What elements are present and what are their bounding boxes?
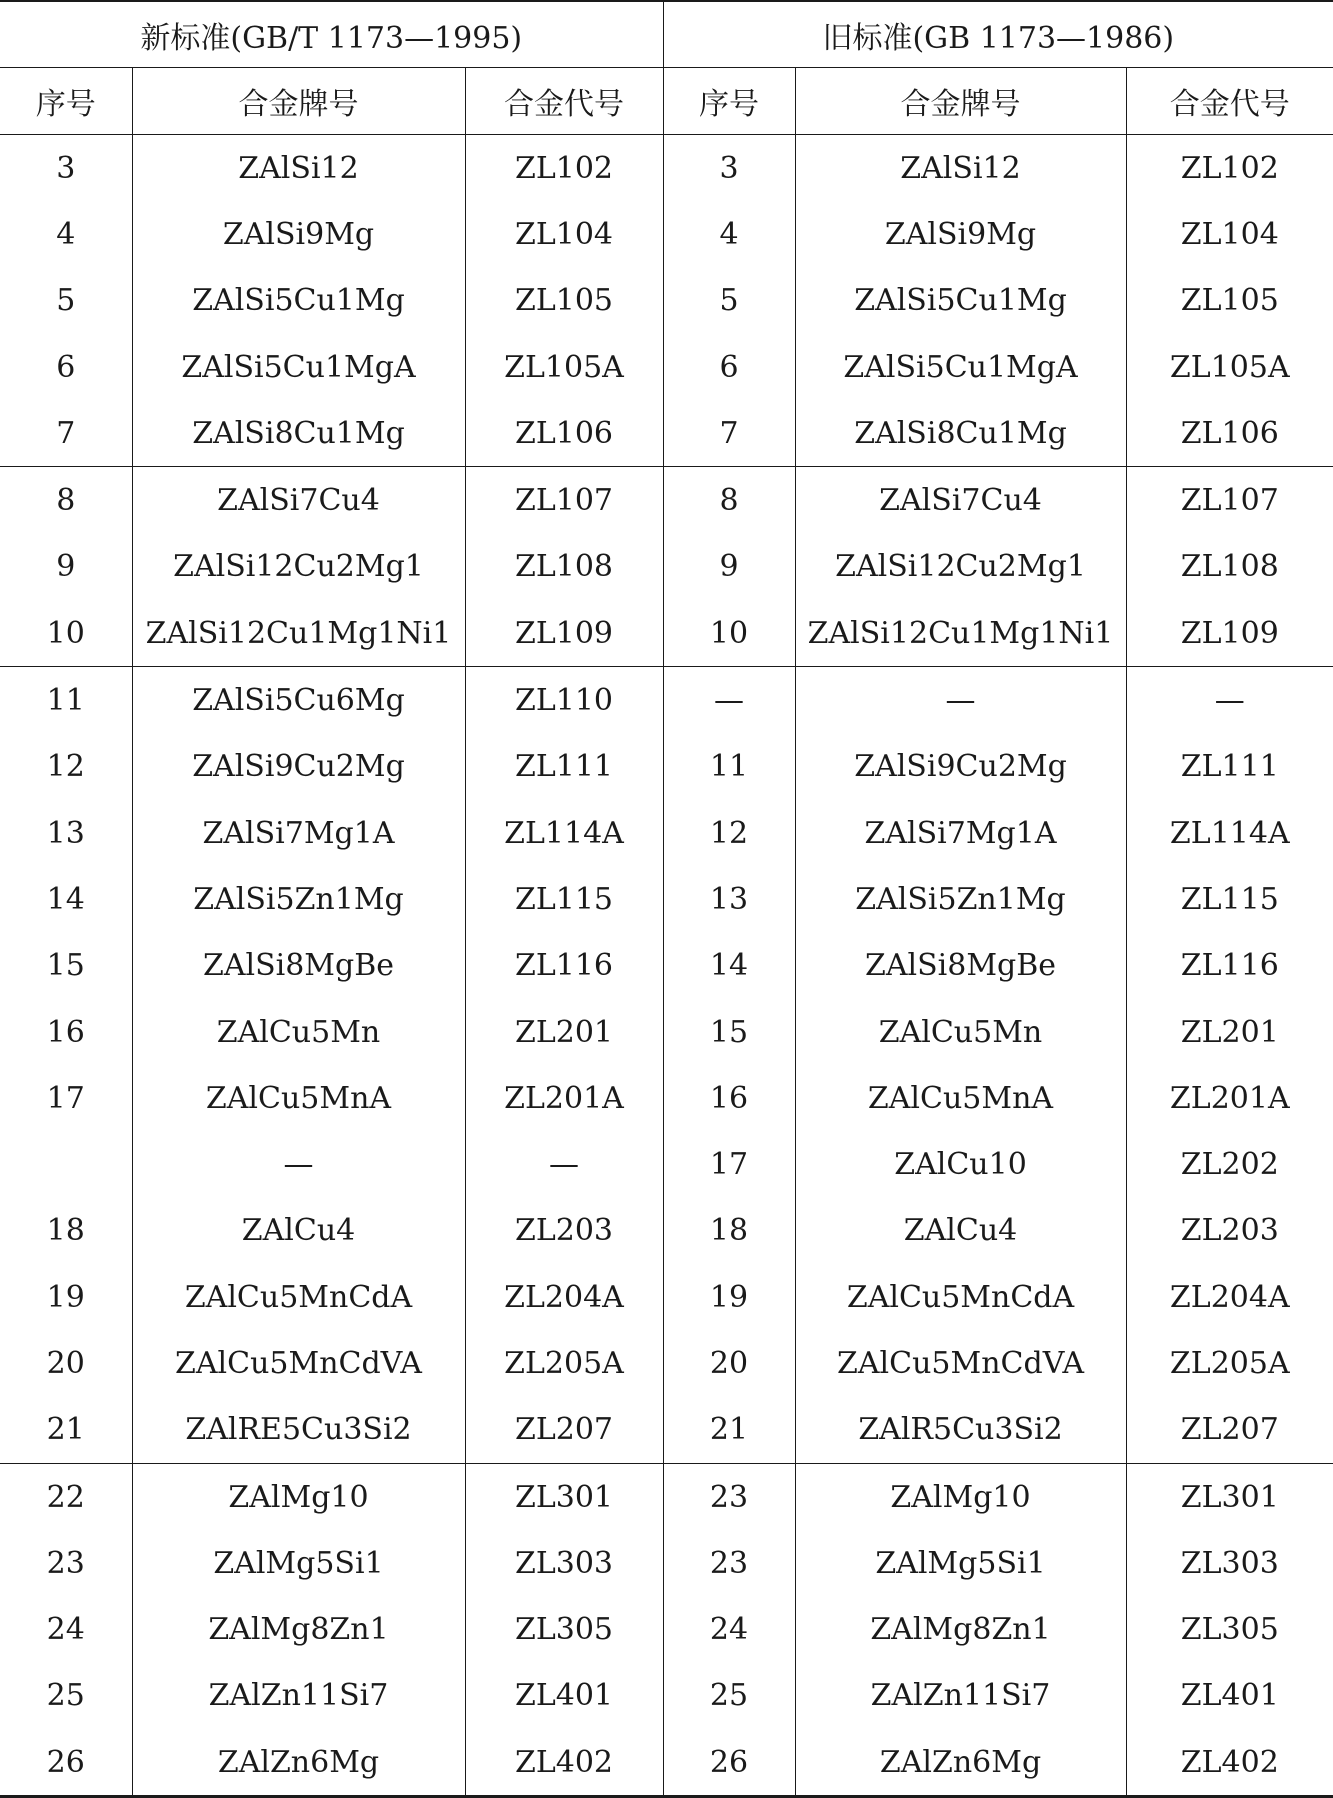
new-grade-cell: ZAlSi12Cu1Mg1Ni1 [132,600,465,667]
new-code-cell: ZL207 [465,1397,663,1464]
old-code-cell: ZL205A [1126,1330,1333,1396]
new-no-cell: 12 [46,749,85,785]
old-no-cell: 15 [663,999,795,1065]
table-body [0,135,1333,1797]
old-no-cell: 9 [663,534,795,600]
table-row [0,1530,1333,1596]
new-grade-cell: ZAlMg8Zn1 [132,1597,465,1663]
old-code-cell: ZL105 [1126,268,1333,334]
old-grade-cell: ZAlSi12Cu2Mg1 [795,534,1126,600]
old-code-cell: ZL115 [1126,866,1333,932]
new-code-cell: ZL402 [465,1729,663,1797]
new-grade-cell: ZAlSi8MgBe [132,933,465,999]
old-no-cell: 7 [663,400,795,467]
new-no-cell: 20 [46,1345,85,1381]
table-row [0,734,1333,800]
table-row [0,1330,1333,1396]
new-grade-cell: ZAlMg5Si1 [132,1530,465,1596]
new-code-cell: ZL105 [465,268,663,334]
new-standard-header: 新标准(GB/T 1173—1995) [0,1,663,68]
old-no-cell: 19 [663,1264,795,1330]
old-grade-cell: — [795,667,1126,734]
old-grade-cell: ZAlMg5Si1 [795,1530,1126,1596]
table-row [0,334,1333,400]
old-no-cell: 23 [663,1530,795,1596]
old-code-cell: ZL401 [1126,1663,1333,1729]
old-code-cell: ZL104 [1126,201,1333,267]
new-code-cell: ZL105A [465,334,663,400]
old-code-cell: ZL116 [1126,933,1333,999]
table-row [0,201,1333,267]
table-row [0,800,1333,866]
new-no-cell: 16 [46,1014,85,1050]
new-code-cell: ZL401 [465,1663,663,1729]
old-grade-cell: ZAlMg10 [795,1463,1126,1530]
new-code-cell: ZL106 [465,400,663,467]
table-row [0,135,1333,202]
old-code-cell: ZL201 [1126,999,1333,1065]
new-no-cell: 21 [0,1397,132,1464]
old-no-cell: 25 [663,1663,795,1729]
new-no-cell: 24 [46,1612,85,1648]
new-no-cell: 5 [56,283,76,319]
old-grade-cell: ZAlSi5Zn1Mg [795,866,1126,932]
old-no-cell: 21 [663,1397,795,1464]
old-code-cell: ZL201A [1126,1065,1333,1131]
new-no-cell: 11 [46,683,85,719]
new-code-cell: ZL110 [465,667,663,734]
new-grade-cell: ZAlMg10 [132,1463,465,1530]
old-grade-cell: ZAlCu5MnCdVA [795,1330,1126,1396]
old-code-cell: ZL402 [1126,1729,1333,1797]
table-header [0,1,1333,135]
old-grade-cell: ZAlSi5Cu1Mg [795,268,1126,334]
old-no-cell: 12 [663,800,795,866]
old-grade-cell: ZAlR5Cu3Si2 [795,1397,1126,1464]
new-grade-cell: ZAlCu5MnCdVA [132,1330,465,1396]
old-no-cell: 26 [663,1729,795,1797]
new-code-cell: ZL107 [465,467,663,534]
old-grade-cell: ZAlZn6Mg [795,1729,1126,1797]
table-row [0,600,1333,667]
table-row [0,467,1333,534]
old-code-cell: ZL202 [1126,1131,1333,1197]
new-grade-cell: ZAlZn11Si7 [132,1663,465,1729]
old-no-cell: 6 [663,334,795,400]
old-code-cell: ZL114A [1126,800,1333,866]
new-code-cell: ZL203 [465,1198,663,1264]
old-grade-cell: ZAlSi8Cu1Mg [795,400,1126,467]
new-grade-cell: ZAlSi5Cu6Mg [132,667,465,734]
old-no-cell: 11 [663,734,795,800]
table-row [0,933,1333,999]
new-grade-cell: ZAlSi8Cu1Mg [132,400,465,467]
new-code-cell: ZL108 [465,534,663,600]
new-no-cell: 13 [46,815,85,851]
new-no-cell: 7 [0,400,132,467]
table-row [0,534,1333,600]
table-row [0,1463,1333,1530]
table-row [0,1131,1333,1197]
old-code-cell: — [1126,667,1333,734]
old-no-cell: 20 [663,1330,795,1396]
old-grade-cell: ZAlCu5MnCdA [795,1264,1126,1330]
old-code-cell: ZL303 [1126,1530,1333,1596]
old-no-cell: 5 [663,268,795,334]
old-grade-cell: ZAlCu4 [795,1198,1126,1264]
new-grade-cell: ZAlSi12Cu2Mg1 [132,534,465,600]
table-row [0,999,1333,1065]
table-row [0,1397,1333,1464]
old-code-cell: ZL102 [1126,135,1333,202]
old-no-cell: 3 [663,135,795,202]
old-no-cell: 24 [663,1597,795,1663]
new-grade-cell: ZAlSi5Cu1MgA [132,334,465,400]
new-grade-cell: ZAlCu5MnCdA [132,1264,465,1330]
old-no-cell: 10 [663,600,795,667]
new-no-cell: 23 [46,1545,85,1581]
old-no-cell: 8 [663,467,795,534]
column-header-new-no: 序号 [0,68,132,135]
old-no-cell: — [663,667,795,734]
old-grade-cell: ZAlSi5Cu1MgA [795,334,1126,400]
old-no-cell: 17 [663,1131,795,1197]
new-grade-cell: ZAlSi5Zn1Mg [132,866,465,932]
new-no-cell: 26 [0,1729,132,1797]
old-no-cell: 18 [663,1198,795,1264]
old-grade-cell: ZAlSi9Mg [795,201,1126,267]
new-code-cell: ZL301 [465,1463,663,1530]
new-grade-cell: ZAlRE5Cu3Si2 [132,1397,465,1464]
old-code-cell: ZL106 [1126,400,1333,467]
new-code-cell: ZL205A [465,1330,663,1396]
new-code-cell: ZL111 [465,734,663,800]
new-grade-cell: ZAlSi5Cu1Mg [132,268,465,334]
table-row [0,1729,1333,1797]
table-row [0,1663,1333,1729]
new-code-cell: ZL116 [465,933,663,999]
old-code-cell: ZL204A [1126,1264,1333,1330]
new-code-cell: — [465,1131,663,1197]
old-no-cell: 16 [663,1065,795,1131]
new-no-cell: 3 [56,150,76,186]
old-code-cell: ZL207 [1126,1397,1333,1464]
column-header-new-grade: 合金牌号 [132,68,465,135]
table-row [0,667,1333,734]
new-grade-cell: ZAlSi12 [132,135,465,202]
new-code-cell: ZL204A [465,1264,663,1330]
new-grade-cell: ZAlSi7Mg1A [132,800,465,866]
new-grade-cell: ZAlSi9Mg [132,201,465,267]
new-no-cell: 14 [46,881,85,917]
new-code-cell: ZL303 [465,1530,663,1596]
old-no-cell: 14 [663,933,795,999]
old-code-cell: ZL111 [1126,734,1333,800]
column-header-row [0,68,1333,135]
new-no-cell [0,1131,132,1197]
old-grade-cell: ZAlCu10 [795,1131,1126,1197]
old-grade-cell: ZAlMg8Zn1 [795,1597,1126,1663]
new-no-cell: 22 [46,1479,85,1515]
new-code-cell: ZL102 [465,135,663,202]
old-code-cell: ZL105A [1126,334,1333,400]
old-grade-cell: ZAlSi9Cu2Mg [795,734,1126,800]
new-no-cell: 19 [46,1279,85,1315]
standard-header-row [0,1,1333,68]
old-code-cell: ZL301 [1126,1463,1333,1530]
new-no-cell: 25 [46,1678,85,1714]
new-no-cell: 18 [46,1213,85,1249]
new-grade-cell: — [132,1131,465,1197]
old-grade-cell: ZAlSi7Mg1A [795,800,1126,866]
new-no-cell: 4 [56,216,76,252]
column-header-old-code: 合金代号 [1126,68,1333,135]
new-grade-cell: ZAlCu5MnA [132,1065,465,1131]
new-grade-cell: ZAlSi7Cu4 [132,467,465,534]
new-no-cell: 6 [56,349,76,385]
new-no-cell: 8 [56,483,76,519]
new-code-cell: ZL114A [465,800,663,866]
new-no-cell: 17 [46,1080,85,1116]
column-header-new-code: 合金代号 [465,68,663,135]
table-row [0,1065,1333,1131]
old-code-cell: ZL305 [1126,1597,1333,1663]
table-row [0,1198,1333,1264]
table-row [0,866,1333,932]
new-no-cell: 15 [46,948,85,984]
new-grade-cell: ZAlSi9Cu2Mg [132,734,465,800]
old-code-cell: ZL108 [1126,534,1333,600]
new-grade-cell: ZAlZn6Mg [132,1729,465,1797]
old-code-cell: ZL107 [1126,467,1333,534]
column-header-old-grade: 合金牌号 [795,68,1126,135]
old-no-cell: 4 [663,201,795,267]
table-row [0,268,1333,334]
new-code-cell: ZL305 [465,1597,663,1663]
new-code-cell: ZL104 [465,201,663,267]
new-grade-cell: ZAlCu4 [132,1198,465,1264]
old-grade-cell: ZAlSi12 [795,135,1126,202]
old-grade-cell: ZAlSi12Cu1Mg1Ni1 [795,600,1126,667]
table-row [0,1597,1333,1663]
old-standard-header: 旧标准(GB 1173—1986) [663,1,1333,68]
old-grade-cell: ZAlCu5Mn [795,999,1126,1065]
new-grade-cell: ZAlCu5Mn [132,999,465,1065]
new-code-cell: ZL201A [465,1065,663,1131]
table-row [0,400,1333,467]
column-header-old-no: 序号 [663,68,795,135]
new-code-cell: ZL109 [465,600,663,667]
old-code-cell: ZL203 [1126,1198,1333,1264]
new-code-cell: ZL115 [465,866,663,932]
new-no-cell: 9 [56,549,76,585]
old-no-cell: 23 [663,1463,795,1530]
old-grade-cell: ZAlSi8MgBe [795,933,1126,999]
old-grade-cell: ZAlZn11Si7 [795,1663,1126,1729]
old-code-cell: ZL109 [1126,600,1333,667]
new-code-cell: ZL201 [465,999,663,1065]
table-row [0,1264,1333,1330]
old-no-cell: 13 [663,866,795,932]
old-grade-cell: ZAlSi7Cu4 [795,467,1126,534]
old-grade-cell: ZAlCu5MnA [795,1065,1126,1131]
new-no-cell: 10 [0,600,132,667]
